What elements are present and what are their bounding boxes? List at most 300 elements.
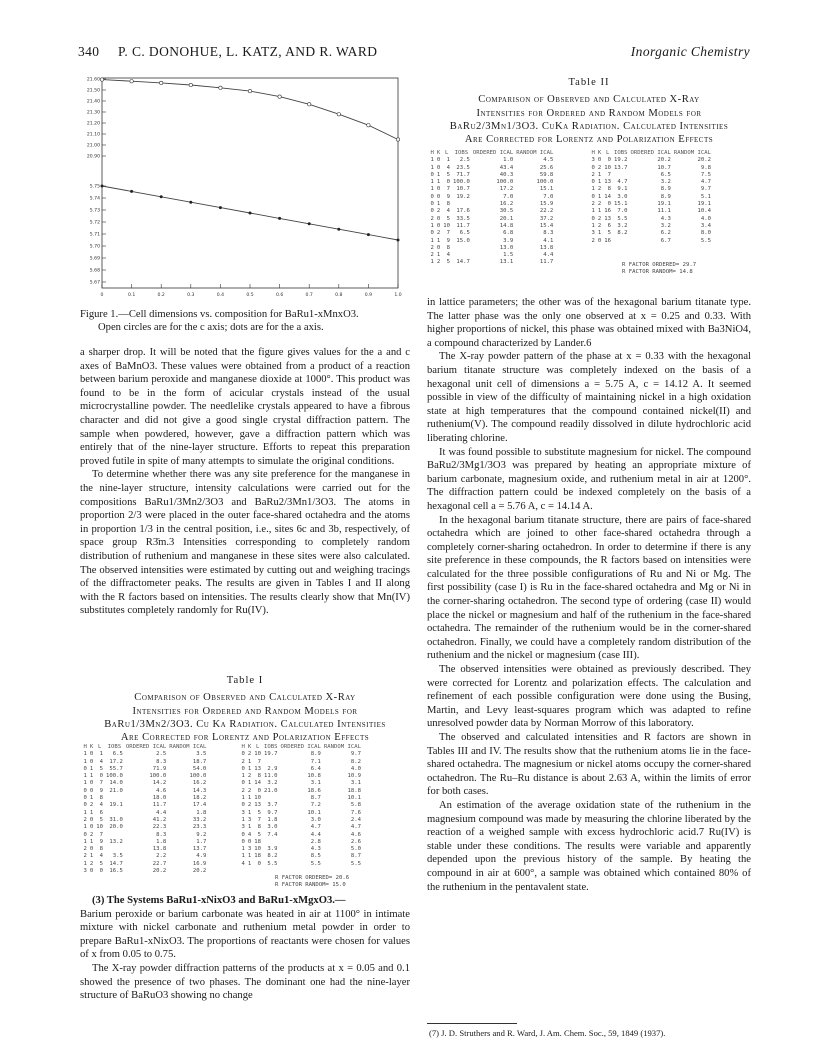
hkl-cell: 1 — [241, 816, 245, 823]
table-title-line: Are Corrected for Lorentz and Polarization Effects — [464, 134, 714, 146]
column-header: RANDOM ICAL — [169, 744, 207, 750]
hkl-cell: 1 — [436, 179, 441, 186]
table-row — [240, 810, 362, 817]
ical-cell: 10.8 — [307, 773, 321, 780]
paragraph: To determine whether there was any site preference for the manganese in the nine-layer structure, intensity calculations were carried out for the compositions BaRu1/3Mn2/3O3 and BaRu2/3Mn1/3O3. The atoms in proportion 2/3 were placed in the outer face-shared octahedra and the atoms in proportion 1/3 in the central position, i.e., sites 6c and 3b, respectively, of space group R3̄m.3 Intensities corresponding to completely random distribution of ruthenium and manganese in these sites were also calculated. The observed intensities were estimated by cutting out and weighing tracings of the diffractometer peaks. The results are given in Tables I and II along with the R factors based on intensities. The results clearly show that Mn(IV) substitutes completely randomly for Ru(IV). — [80, 469, 410, 617]
hkl-cell: 7 — [607, 171, 611, 178]
hkl-cell: 0 — [241, 802, 245, 809]
iobs-cell: 14.0 — [109, 780, 123, 787]
table-row — [429, 245, 555, 252]
y-tick-label-lower: 5.72 — [89, 220, 100, 226]
iobs-cell — [452, 201, 472, 208]
ical-cell: 17.4 — [192, 802, 207, 809]
figure-1 — [80, 76, 410, 308]
hkl-cell: 8 — [446, 201, 450, 208]
hkl-cell: 7 — [99, 780, 103, 787]
table-row — [82, 766, 208, 773]
hkl-cell: 1 — [83, 824, 87, 831]
figure-1-plot — [80, 76, 410, 308]
hkl-cell: 1 — [83, 780, 87, 787]
hkl-cell: 5 — [99, 765, 103, 772]
y-tick-label-upper: 21.50 — [86, 88, 100, 94]
ical-cell: 4.5 — [543, 157, 554, 164]
hkl-cell: 9 — [99, 787, 103, 794]
figure-1-caption — [80, 308, 410, 334]
hkl-cell: 5 — [99, 860, 103, 867]
ical-cell: 11.1 — [657, 208, 671, 215]
ical-cell: 10.1 — [307, 809, 321, 816]
iobs-cell: 8.2 — [267, 853, 278, 860]
hkl-cell: 0 — [241, 780, 245, 787]
column-header: K — [597, 150, 602, 156]
table-row — [240, 802, 362, 809]
x-tick-label: 0.4 — [216, 293, 225, 298]
ical-cell: 43.4 — [499, 164, 514, 171]
table-row — [590, 172, 712, 179]
table-row — [82, 773, 208, 780]
table-header-row — [429, 150, 555, 157]
ical-cell: 30.5 — [499, 208, 514, 215]
data-point-c-axis — [396, 138, 399, 141]
iobs-cell: 21.0 — [264, 787, 278, 794]
ical-cell: 9.8 — [700, 164, 711, 171]
paragraph: The observed intensities were obtained as previously described. They were corrected for Lorentz and polarization effects. The calculation and refinement of each possible configuration were done using the Busing, Martin, and Levy least-squares program which was adapted to refine unresolved powder data by Norman Morrow of this laboratory. — [427, 664, 751, 730]
iobs-cell: 3.0 — [617, 193, 628, 200]
table-row — [429, 252, 555, 259]
ical-cell: 59.8 — [539, 171, 554, 178]
paragraph: in lattice parameters; the other was of the hexagonal barium titanate type. The latter phase was the only one observed at x = 0.25 and 0.33. With higher proportions of nickel, this phase was obtained mixed with Ba3NiO4, a compound characterized by Lander.6 — [427, 297, 751, 349]
iobs-cell: 3.2 — [617, 222, 628, 229]
iobs-cell: 14.7 — [456, 259, 470, 266]
table-row — [429, 238, 555, 245]
hkl-cell: 2 — [247, 751, 252, 758]
column-header: K — [89, 744, 94, 750]
hkl-cell: 1 — [241, 853, 245, 860]
hkl-cell: 0 — [591, 164, 595, 171]
iobs-cell: 6.5 — [112, 751, 123, 758]
ical-cell: 4.4 — [543, 252, 554, 259]
hkl-cell: 2 — [83, 846, 87, 853]
ical-cell: 14.8 — [499, 222, 514, 229]
table-row — [429, 201, 555, 208]
x-tick-label: 0.3 — [187, 293, 195, 298]
data-point-a-axis — [130, 190, 133, 193]
column-header: ORDERED ICAL — [280, 744, 321, 750]
hkl-cell: 0 — [430, 171, 434, 178]
ical-cell: 4.6 — [156, 787, 167, 794]
hkl-cell: 0 — [247, 838, 252, 845]
r-factor-random: R FACTOR RANDOM= 15.0 — [275, 882, 346, 889]
paragraph: The X-ray powder pattern of the phase at x = 0.33 with the hexagonal barium titanate structure was completely indexed on the basis of a hexagonal unit cell of dimensions a = 5.75 A, c = 14.12 A. It seemed possible in view of the difficulty of maintaining nickel in a high oxidation state at high temperatures that the compound contained nickel(II) and ruthenium(V). The compound readily dissolved in dilute hydrochloric acid liberating chlorine. — [427, 351, 751, 444]
ical-cell: 8.9 — [310, 751, 321, 758]
hkl-cell: 5 — [257, 831, 261, 838]
table-2-r-factors — [622, 262, 696, 277]
iobs-cell — [263, 839, 279, 846]
hkl-cell: 10 — [443, 222, 450, 229]
ical-cell: 15.4 — [539, 222, 554, 229]
hkl-cell: 16 — [604, 237, 611, 244]
table-row — [240, 780, 362, 787]
hkl-cell: 0 — [430, 201, 434, 208]
ical-cell: 4.7 — [700, 179, 711, 186]
hkl-cell: 1 — [247, 758, 252, 765]
hkl-cell: 1 — [430, 237, 434, 244]
hkl-cell: 3 — [591, 230, 595, 237]
series-line-c-axis — [102, 80, 398, 140]
plot-frame — [102, 78, 398, 288]
table-header-row — [82, 744, 208, 751]
r-factor-ordered: R FACTOR ORDERED= 29.7 — [622, 262, 697, 268]
data-point-a-axis — [278, 217, 281, 220]
data-point-c-axis — [219, 86, 222, 89]
ical-cell: 33.2 — [192, 816, 207, 823]
hkl-cell: 1 — [436, 237, 441, 244]
ical-cell: 13.8 — [539, 244, 554, 251]
hkl-cell: 1 — [591, 222, 595, 229]
hkl-cell: 14 — [254, 780, 261, 787]
table-row — [240, 759, 362, 766]
data-point-c-axis — [367, 124, 370, 127]
hkl-cell: 4 — [247, 831, 252, 838]
hkl-cell: 0 — [430, 208, 434, 215]
hkl-cell: 0 — [83, 795, 87, 802]
ical-cell: 5.8 — [350, 802, 361, 809]
x-tick-label: 0.1 — [127, 293, 136, 298]
hkl-cell: 3 — [241, 809, 245, 816]
data-point-c-axis — [160, 81, 163, 84]
ical-cell: 7.5 — [700, 171, 711, 178]
ical-cell: 19.1 — [697, 201, 711, 208]
ical-cell: 3.1 — [310, 780, 321, 787]
hkl-cell: 0 — [436, 164, 441, 171]
hkl-cell: 3 — [83, 868, 87, 875]
ical-cell: 8.7 — [350, 853, 361, 860]
iobs-cell: 8.2 — [617, 230, 628, 237]
hkl-cell: 1 — [436, 201, 441, 208]
hkl-cell: 1 — [436, 252, 441, 259]
ical-cell: 16.2 — [192, 780, 207, 787]
hkl-cell: 2 — [247, 787, 252, 794]
iobs-cell: 7.0 — [617, 208, 628, 215]
hkl-cell: 9 — [446, 237, 450, 244]
iobs-cell: 100.0 — [106, 773, 123, 780]
ical-cell: 13.8 — [152, 846, 167, 853]
ical-cell: 37.2 — [539, 215, 554, 222]
column-header: H — [591, 150, 595, 156]
column-header: ORDERED ICAL — [630, 150, 671, 156]
hkl-cell: 0 — [597, 237, 602, 244]
ical-cell: 1.8 — [196, 809, 207, 816]
hkl-cell: 14 — [604, 193, 611, 200]
y-tick-label-lower: 5.70 — [89, 244, 100, 250]
x-tick-label: 0.2 — [157, 293, 165, 298]
paragraph: Barium peroxide or barium carbonate was heated in air at 1100° in intimate mixture with nickel carbonate and ruthenium metal powder in order to prepare BaRu1-xNixO3. The proportions of reactants were chosen for values of x from 0.05 to 0.75. — [80, 908, 410, 961]
table-header-row — [590, 150, 712, 157]
hkl-cell: 2 — [89, 831, 94, 838]
ical-cell: 8.0 — [700, 230, 711, 237]
table-row — [240, 766, 362, 773]
ical-cell: 8.9 — [660, 186, 671, 193]
hkl-cell: 4 — [446, 208, 450, 215]
ical-cell: 14.2 — [152, 780, 167, 787]
table-title-line: BaRu1/3Mn2/3O3. Cu Kα Radiation. Calculated Intensities — [104, 718, 386, 730]
hkl-cell: 16 — [604, 208, 611, 215]
hkl-cell: 1 — [247, 860, 252, 867]
hkl-cell: 0 — [257, 787, 261, 794]
ical-cell: 18.2 — [192, 795, 207, 802]
hkl-cell: 0 — [436, 244, 441, 251]
table-row — [240, 853, 362, 860]
hkl-cell: 3 — [247, 846, 252, 853]
ical-cell: 2.4 — [350, 816, 361, 823]
hkl-cell: 0 — [89, 846, 94, 853]
table-row — [590, 201, 712, 208]
hkl-cell: 1 — [446, 157, 450, 164]
hkl-cell: 1 — [247, 824, 252, 831]
hkl-cell: 2 — [247, 802, 252, 809]
hkl-cell: 2 — [83, 816, 87, 823]
hkl-cell: 1 — [89, 838, 94, 845]
data-point-c-axis — [130, 80, 133, 83]
header-authors: P. C. DONOHUE, L. KATZ, AND R. WARD — [118, 44, 378, 59]
hkl-cell: 2 — [247, 773, 252, 780]
ical-cell: 3.4 — [700, 222, 711, 229]
page-number: 340 — [78, 44, 100, 59]
hkl-cell: 8 — [446, 244, 450, 251]
hkl-cell: 3 — [591, 157, 595, 164]
ical-cell: 5.1 — [700, 193, 711, 200]
hkl-cell: 5 — [446, 259, 450, 266]
ical-cell: 4.0 — [700, 215, 711, 222]
ical-cell: 22.7 — [152, 860, 167, 867]
ical-cell: 16.9 — [192, 860, 207, 867]
hkl-cell: 7 — [446, 186, 450, 193]
data-point-a-axis — [219, 206, 222, 209]
iobs-cell: 9.7 — [267, 809, 278, 816]
x-tick-label: 1.0 — [394, 293, 402, 298]
hkl-cell: 1 — [89, 773, 94, 780]
table-row — [82, 839, 208, 846]
hkl-cell: 7 — [446, 230, 450, 237]
column-header: RANDOM ICAL — [323, 744, 361, 750]
table-row — [82, 810, 208, 817]
hkl-cell: 0 — [591, 215, 595, 222]
table-title-line: Comparison of Observed and Calculated X-Ray — [134, 692, 356, 704]
table-row — [429, 157, 555, 164]
data-point-a-axis — [189, 201, 192, 204]
hkl-cell: 2 — [83, 853, 87, 860]
ical-cell: 6.2 — [660, 230, 671, 237]
iobs-cell: 20.0 — [109, 824, 123, 831]
ical-cell: 54.0 — [192, 765, 207, 772]
iobs-cell: 71.7 — [456, 171, 470, 178]
ical-cell: 4.7 — [310, 824, 321, 831]
hkl-cell: 1 — [247, 853, 252, 860]
hkl-cell: 10 — [96, 824, 103, 831]
column-header: K — [436, 150, 441, 156]
ical-cell: 25.6 — [539, 164, 554, 171]
data-point-a-axis — [101, 185, 104, 188]
table-number: Table I — [226, 675, 264, 686]
iobs-cell: 2.5 — [459, 157, 470, 164]
ical-cell: 100.0 — [536, 179, 554, 186]
y-tick-label-lower: 5.69 — [89, 256, 100, 262]
iobs-cell: 3.5 — [112, 853, 123, 860]
hkl-cell: 13 — [604, 179, 611, 186]
hkl-cell: 4 — [446, 252, 450, 259]
ical-cell: 5.5 — [700, 237, 711, 244]
hkl-cell: 0 — [430, 193, 434, 200]
hkl-cell: 1 — [430, 157, 434, 164]
hkl-cell: 2 — [597, 201, 602, 208]
hkl-cell: 2 — [430, 252, 434, 259]
hkl-cell: 0 — [257, 860, 261, 867]
iobs-cell: 15.0 — [456, 237, 470, 244]
hkl-cell: 1 — [83, 758, 87, 765]
hkl-cell: 1 — [241, 773, 245, 780]
hkl-cell: 2 — [591, 237, 595, 244]
hkl-cell: 1 — [83, 838, 87, 845]
table-row — [429, 223, 555, 230]
hkl-cell: 1 — [597, 230, 602, 237]
table-row — [429, 186, 555, 193]
paragraph: It was found possible to substitute magnesium for nickel. The compound BaRu2/3Mg1/3O3 was prepared by heating an appropriate mixture of barium carbonate, magnesium oxide, and ruthenium metal in air at 1200°. The diffraction pattern could be indexed completely on the basis of a hexagonal cell a = 5.76 A, c = 14.14 A. — [427, 446, 751, 512]
iobs-cell — [105, 832, 125, 839]
ical-cell: 9.7 — [350, 751, 361, 758]
left-column-text — [80, 346, 410, 618]
hkl-cell: 0 — [241, 831, 245, 838]
section-3-text — [80, 894, 410, 1003]
table-row — [240, 832, 362, 839]
iobs-cell — [263, 795, 279, 802]
table-title-line: Intensities for Ordered and Random Models for — [476, 107, 702, 119]
ical-cell: 3.2 — [660, 179, 671, 186]
iobs-cell: 31.0 — [109, 816, 123, 823]
ical-cell: 18.6 — [307, 787, 321, 794]
y-tick-label-upper: 21.40 — [86, 99, 100, 105]
table-row — [590, 208, 712, 215]
footnote: (7) J. D. Struthers and R. Ward, J. Am. Chem. Soc., 59, 1849 (1937). — [429, 1028, 666, 1038]
hkl-cell: 1 — [89, 809, 94, 816]
iobs-cell: 13.7 — [614, 164, 628, 171]
hkl-cell: 4 — [241, 860, 245, 867]
iobs-cell — [263, 759, 279, 766]
hkl-cell: 1 — [247, 809, 252, 816]
ical-cell: 10.9 — [347, 773, 361, 780]
data-point-c-axis — [248, 89, 251, 92]
r-factor-random: R FACTOR RANDOM= 14.8 — [622, 269, 693, 276]
hkl-cell: 0 — [607, 201, 611, 208]
hkl-cell: 8 — [99, 846, 103, 853]
ical-cell: 1.0 — [503, 157, 514, 164]
ical-cell: 4.4 — [156, 809, 167, 816]
column-header: H — [241, 744, 245, 750]
hkl-cell: 7 — [257, 758, 261, 765]
table-row — [240, 788, 362, 795]
hkl-cell: 0 — [241, 838, 245, 845]
table-row — [429, 216, 555, 223]
ical-cell: 9.7 — [700, 186, 711, 193]
ical-cell: 14.3 — [192, 787, 207, 794]
hkl-cell: 0 — [83, 787, 87, 794]
data-point-a-axis — [308, 222, 311, 225]
hkl-cell: 1 — [247, 765, 252, 772]
hkl-cell: 0 — [607, 157, 611, 164]
hkl-cell: 1 — [430, 186, 434, 193]
ical-cell: 17.2 — [499, 186, 514, 193]
hkl-cell: 0 — [83, 831, 87, 838]
ical-cell: 20.2 — [192, 868, 207, 875]
table-row — [240, 751, 362, 758]
table-2-left — [429, 150, 555, 267]
hkl-cell: 1 — [430, 222, 434, 229]
table-row — [590, 157, 712, 164]
table-title-line: Comparison of Observed and Calculated X-Ray — [478, 94, 700, 106]
paragraph: The X-ray powder diffraction patterns of the products at x = 0.05 and 0.1 showed the presence of two phases. The dominant one had the nine-layer structure of BaRuO3 showing no change — [80, 962, 410, 1002]
hkl-cell: 18 — [254, 838, 261, 845]
hkl-cell: 1 — [430, 259, 434, 266]
table-row — [82, 861, 208, 868]
hkl-cell: 8 — [257, 824, 261, 831]
table-title-line: Are Corrected for Lorentz and Polarization Effects — [120, 732, 370, 744]
hkl-cell: 5 — [607, 230, 611, 237]
table-row — [240, 773, 362, 780]
hkl-cell: 1 — [99, 751, 103, 758]
table-1 — [82, 744, 208, 875]
hkl-cell: 10 — [254, 751, 261, 758]
hkl-cell: 6 — [607, 222, 611, 229]
paragraph: An estimation of the average oxidation state of the ruthenium in the magnesium compound was made by measuring the chlorine liberated by the reaction of a weighed sample with excess hydrochloric acid.7 Ru(IV) is stable under these conditions. The results were variable and apparently depended upon the previous history of the sample. By heating the compound in air at 600°, a sample was obtained which contained 80% of the ruthenium in the pentavalent state. — [427, 799, 751, 893]
table-title-line: BaRu2/3Mn1/3O3. CuKα Radiation. Calculated Intensities — [449, 120, 729, 132]
column-header: H — [430, 150, 434, 156]
hkl-cell: 0 — [89, 824, 94, 831]
ical-cell: 5.0 — [350, 846, 361, 853]
table-row — [82, 832, 208, 839]
hkl-cell: 2 — [89, 860, 94, 867]
iobs-cell: 3.9 — [267, 846, 278, 853]
iobs-cell — [452, 252, 472, 259]
iobs-cell: 11.0 — [264, 773, 278, 780]
table-row — [82, 846, 208, 853]
hkl-cell: 0 — [99, 868, 103, 875]
ical-cell: 8.9 — [660, 193, 671, 200]
table-row — [240, 817, 362, 824]
hkl-cell: 1 — [597, 208, 602, 215]
ical-cell: 100.0 — [496, 179, 514, 186]
table-row — [82, 780, 208, 787]
ical-cell: 7.1 — [310, 758, 321, 765]
hkl-cell: 9 — [99, 838, 103, 845]
ical-cell: 2.8 — [310, 838, 321, 845]
table-row — [82, 868, 208, 875]
iobs-cell: 19.1 — [109, 802, 123, 809]
table-1-right — [240, 744, 362, 868]
iobs-cell — [105, 810, 125, 817]
hkl-cell: 2 — [597, 222, 602, 229]
iobs-cell: 100.0 — [453, 179, 470, 186]
ical-cell: 15.1 — [539, 186, 554, 193]
hkl-cell: 1 — [89, 853, 94, 860]
ical-cell: 4.6 — [350, 831, 361, 838]
hkl-cell: 1 — [247, 780, 252, 787]
iobs-cell — [105, 846, 125, 853]
hkl-cell: 7 — [257, 816, 261, 823]
hkl-cell: 18 — [254, 853, 261, 860]
table-row — [590, 230, 712, 237]
iobs-cell — [613, 238, 629, 245]
hkl-cell: 1 — [597, 179, 602, 186]
hkl-cell: 1 — [241, 846, 245, 853]
